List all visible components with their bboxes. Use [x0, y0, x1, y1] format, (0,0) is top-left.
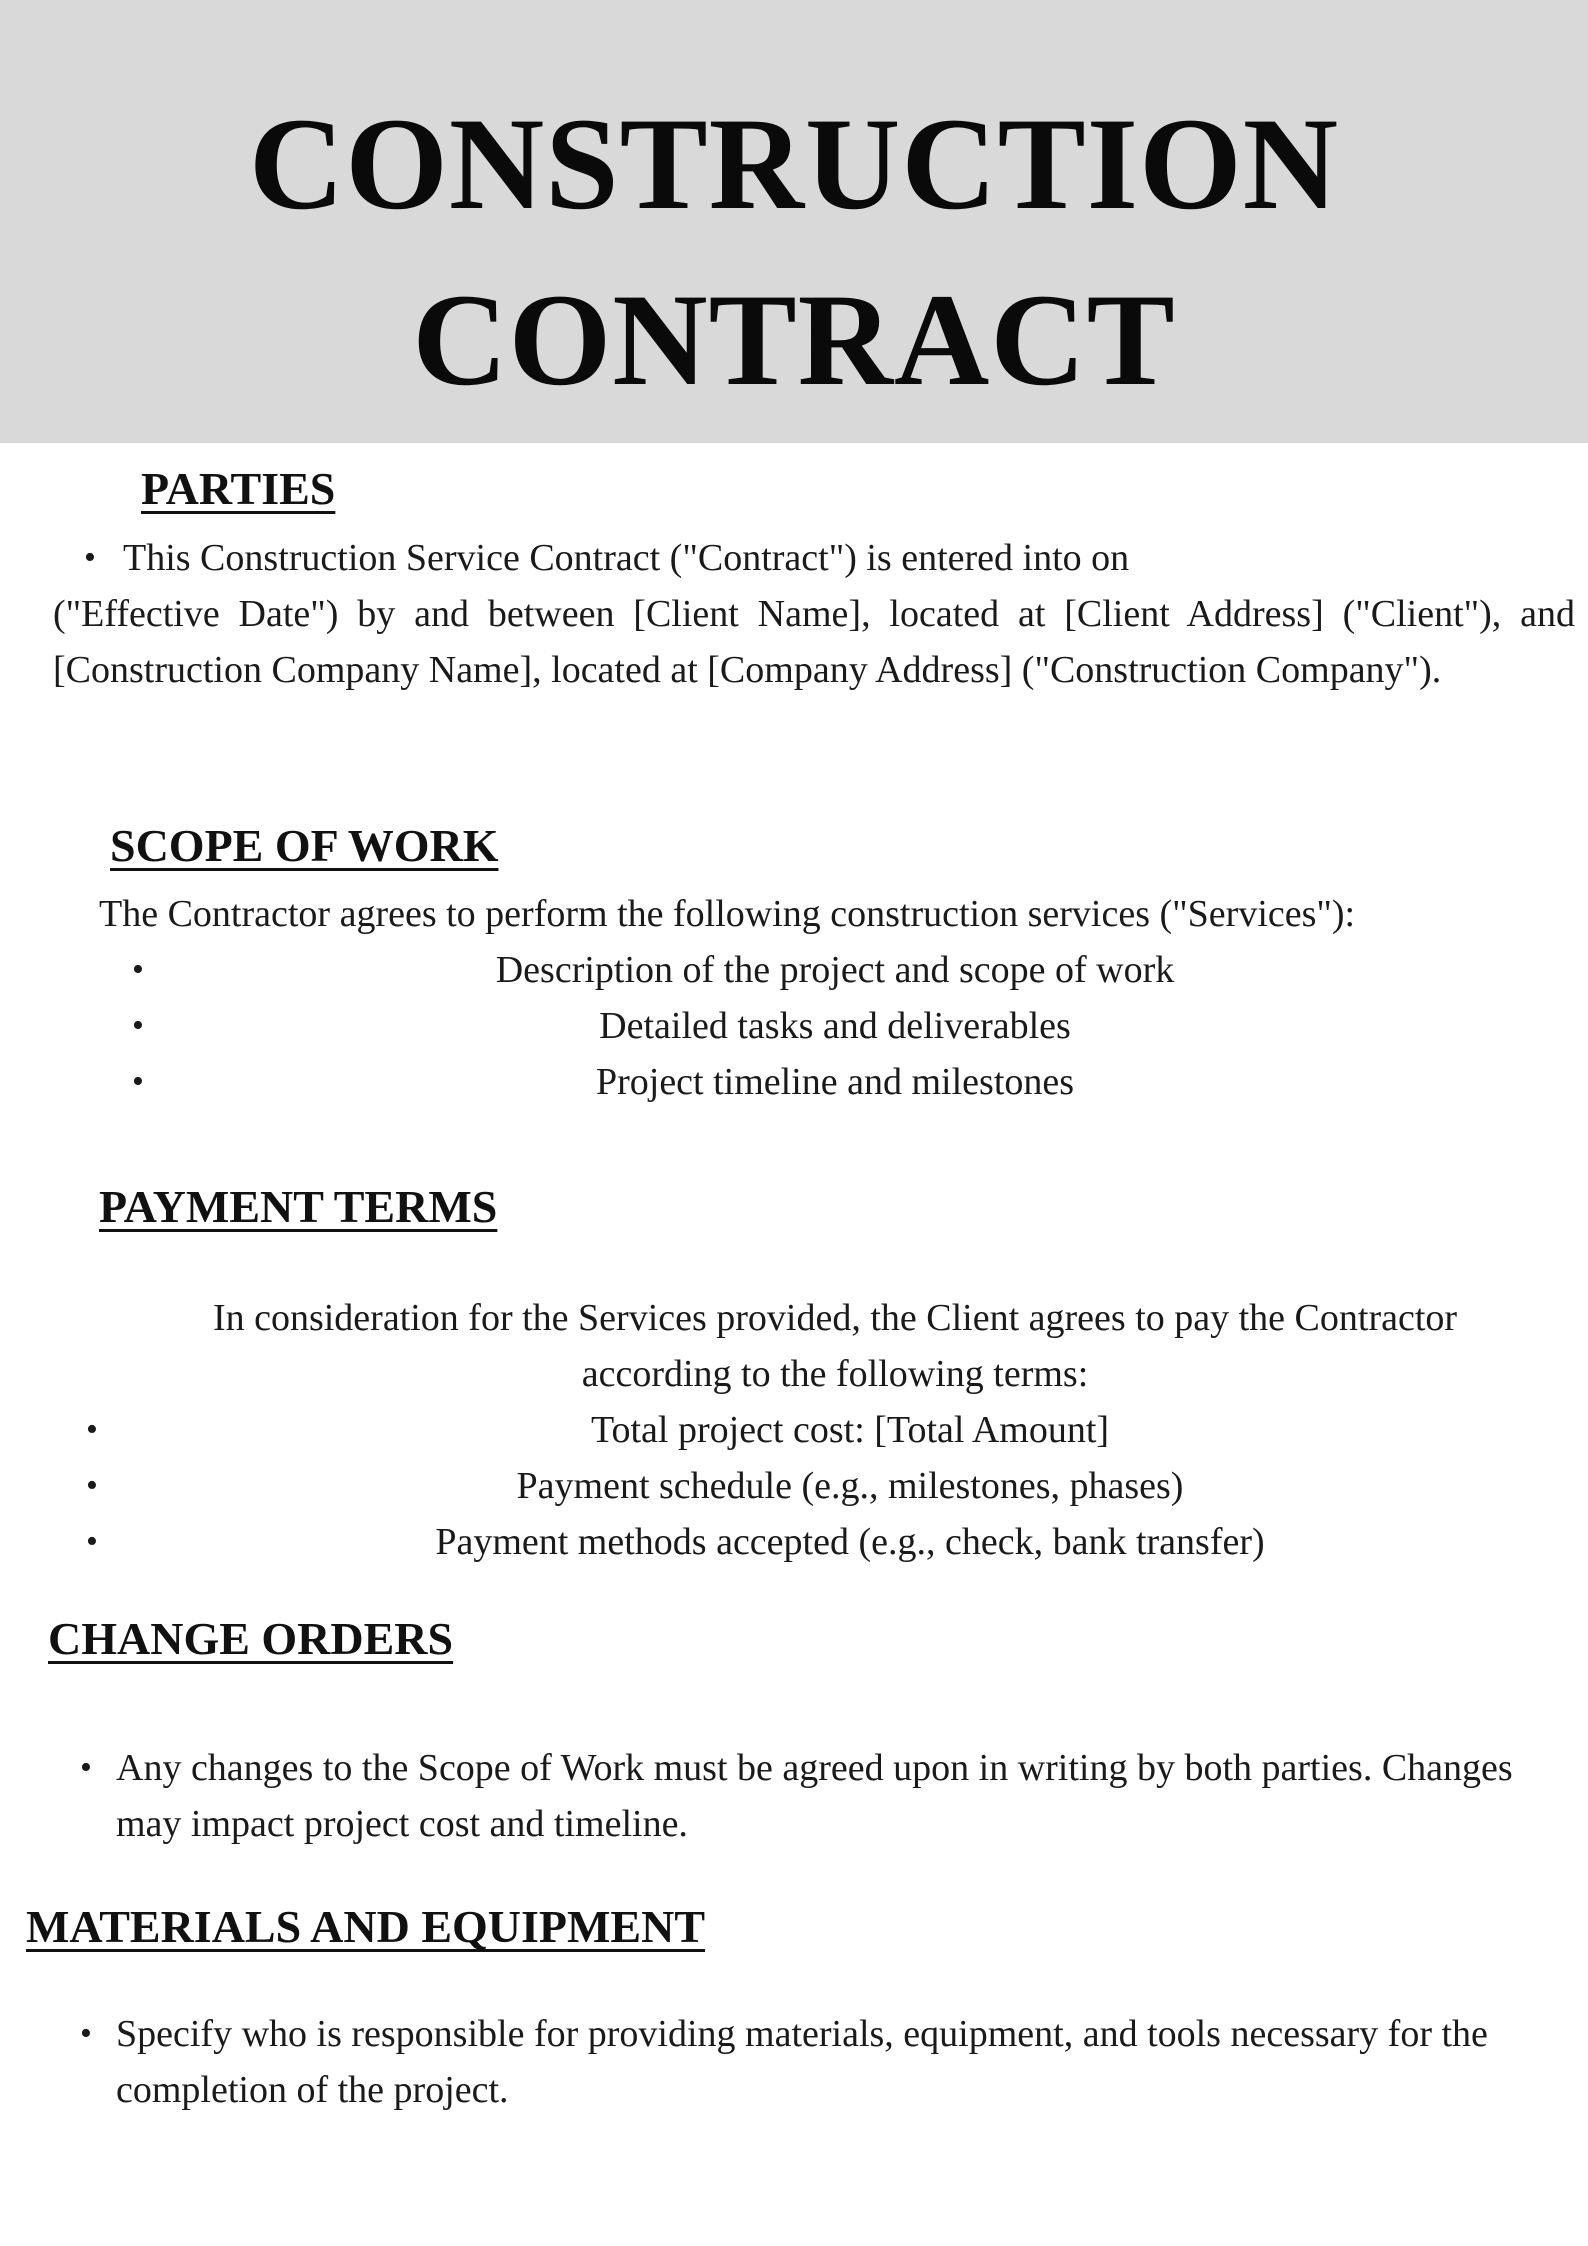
materials-text: Specify who is responsible for providing materials, equipment, and tools necessary for the completion of the project.	[116, 2013, 1488, 2111]
scope-item: Description of the project and scope of work	[495, 949, 1175, 991]
payment-item: Payment methods accepted (e.g., check, bank transfer)	[435, 1521, 1265, 1563]
bullet-marker: •	[80, 1749, 92, 1786]
parties-first-line: This Construction Service Contract ("Contract") is entered into on	[123, 537, 1130, 579]
payment-item: Payment schedule (e.g., milestones, phases)	[516, 1465, 1184, 1507]
section-heading-payment-terms: PAYMENT TERMS	[99, 1181, 498, 1232]
bullet-marker: •	[86, 1411, 98, 1448]
section-heading-materials-equipment: MATERIALS AND EQUIPMENT	[26, 1901, 705, 1952]
change-orders-text: Any changes to the Scope of Work must be agreed upon in writing by both parties. Changes may impact project cost and timeline.	[116, 1747, 1513, 1845]
bullet-marker: •	[132, 1063, 144, 1100]
parties-paragraph: ("Effective Date") by and between [Client Name], located at [Client Address] ("Client"), and [Construction Company Name], located at [Company Address] ("Construction Company").	[53, 593, 1575, 691]
payment-intro-line-2: according to the following terms:	[581, 1353, 1089, 1395]
bullet-marker: •	[84, 539, 96, 576]
document-title-line-2: CONTRACT	[412, 266, 1176, 413]
scope-item: Project timeline and milestones	[595, 1061, 1075, 1103]
scope-item: Detailed tasks and deliverables	[599, 1005, 1071, 1047]
bullet-marker: •	[132, 951, 144, 988]
payment-item: Total project cost: [Total Amount]	[590, 1409, 1110, 1451]
bullet-marker: •	[86, 1523, 98, 1560]
section-heading-parties: PARTIES	[141, 463, 336, 514]
section-heading-change-orders: CHANGE ORDERS	[48, 1613, 454, 1664]
document-title-line-1: CONSTRUCTION	[248, 90, 1340, 237]
bullet-marker: •	[86, 1467, 98, 1504]
section-heading-scope-of-work: SCOPE OF WORK	[110, 820, 499, 871]
scope-intro: The Contractor agrees to perform the following construction services ("Services"):	[99, 893, 1356, 935]
payment-intro-line-1: In consideration for the Services provided, the Client agrees to pay the Contractor	[212, 1297, 1458, 1339]
bullet-marker: •	[80, 2015, 92, 2052]
bullet-marker: •	[132, 1007, 144, 1044]
